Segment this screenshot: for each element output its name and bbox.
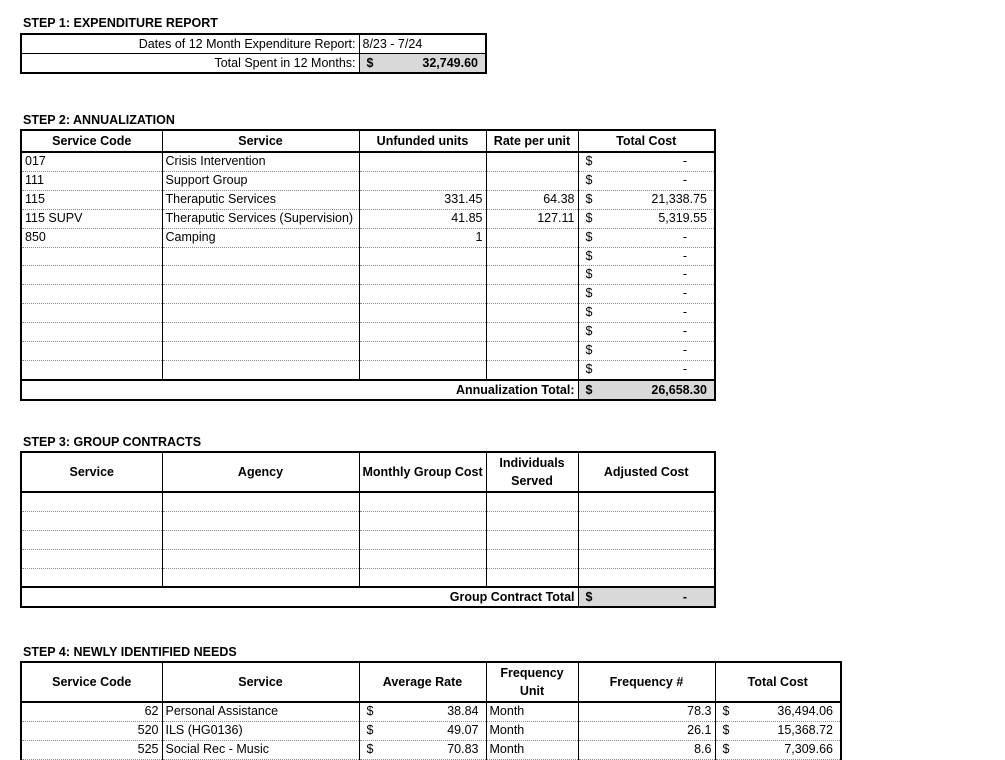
empty-cell (162, 530, 359, 549)
annualization-total-value: 26,658.30 (651, 382, 707, 397)
rate-cell (486, 323, 578, 342)
col-frequency-number: Frequency # (578, 662, 715, 702)
rate-cell (486, 228, 578, 247)
col-service: Service (21, 452, 162, 492)
total-spent-currency: $ (366, 56, 374, 70)
total-cost-value: - (682, 286, 687, 301)
empty-cell (578, 549, 715, 568)
total-cost-value: - (682, 172, 687, 187)
needs-header-row (21, 662, 841, 702)
currency: $ (585, 191, 593, 206)
unfunded-units-cell (359, 285, 486, 304)
total-cost-cell (578, 247, 715, 266)
currency: $ (585, 267, 593, 282)
total-cost-value: - (682, 305, 687, 320)
col-service-code: Service Code (21, 662, 162, 702)
group-contract-total-value: - (682, 590, 687, 605)
empty-cell (578, 492, 715, 511)
average-rate-value: 38.84 (447, 704, 479, 718)
col-frequency-unit: Frequency Unit (486, 662, 578, 702)
total-spent-cell (359, 54, 486, 74)
newly-identified-needs-table (20, 661, 842, 760)
empty-cell (486, 530, 578, 549)
table-row (21, 171, 715, 190)
service-cell: Social Rec - Music (162, 740, 359, 759)
col-rate-per-unit: Rate per unit (486, 130, 578, 152)
rate-cell: 127.11 (486, 209, 578, 228)
currency: $ (585, 324, 593, 339)
step3-heading: STEP 3: GROUP CONTRACTS (23, 435, 202, 449)
table-row (21, 228, 715, 247)
service-code-cell: 850 (21, 228, 162, 247)
service-code-cell: 525 (21, 740, 162, 759)
currency: $ (366, 722, 374, 737)
unfunded-units-cell (359, 360, 486, 379)
table-row (21, 530, 715, 549)
currency: $ (722, 722, 730, 737)
table-row (21, 266, 715, 285)
step1-heading: STEP 1: EXPENDITURE REPORT (23, 16, 218, 30)
total-cost-cell (578, 152, 715, 171)
currency: $ (585, 343, 593, 358)
currency: $ (585, 305, 593, 320)
average-rate-value: 49.07 (447, 722, 479, 737)
table-row (21, 492, 715, 511)
total-cost-cell (578, 228, 715, 247)
total-cost-value: 7,309.66 (784, 741, 833, 756)
col-agency: Agency (162, 452, 359, 492)
table-row (21, 568, 715, 587)
col-total-cost: Total Cost (715, 662, 841, 702)
currency: $ (585, 210, 593, 225)
service-code-cell (21, 323, 162, 342)
service-code-cell: 115 SUPV (21, 209, 162, 228)
annualization-table (20, 129, 716, 401)
service-code-cell (21, 285, 162, 304)
table-row (21, 702, 841, 721)
frequency-number-cell: 8.6 (578, 740, 715, 759)
total-cost-value: - (682, 361, 687, 376)
total-cost-value: 36,494.06 (777, 704, 833, 718)
service-code-cell (21, 247, 162, 266)
col-service: Service (162, 662, 359, 702)
col-average-rate: Average Rate (359, 662, 486, 702)
unfunded-units-cell (359, 266, 486, 285)
empty-cell (578, 530, 715, 549)
service-cell: ILS (HG0136) (162, 721, 359, 740)
empty-cell (359, 492, 486, 511)
empty-cell (162, 549, 359, 568)
table-row (21, 549, 715, 568)
currency: $ (585, 248, 593, 263)
currency: $ (585, 286, 593, 301)
service-cell: Theraputic Services (162, 190, 359, 209)
empty-cell (21, 530, 162, 549)
total-cost-value: - (682, 248, 687, 263)
empty-cell (359, 549, 486, 568)
group-contracts-table (20, 451, 716, 608)
empty-cell (578, 568, 715, 587)
unfunded-units-cell (359, 304, 486, 323)
total-spent-label: Total Spent in 12 Months: (21, 54, 359, 74)
frequency-unit-cell: Month (486, 702, 578, 721)
average-rate-cell (359, 702, 486, 721)
table-row (21, 304, 715, 323)
unfunded-units-cell: 1 (359, 228, 486, 247)
col-monthly-group-cost: Monthly Group Cost (359, 452, 486, 492)
table-row (21, 740, 841, 759)
empty-cell (359, 568, 486, 587)
currency: $ (585, 361, 593, 376)
col-total-cost: Total Cost (578, 130, 715, 152)
total-cost-value: 5,319.55 (658, 210, 707, 225)
rate-cell (486, 342, 578, 361)
total-cost-value: - (682, 154, 687, 168)
total-cost-cell (715, 721, 841, 740)
annualization-total-label: Annualization Total: (21, 380, 578, 400)
service-cell: Personal Assistance (162, 702, 359, 721)
total-cost-cell (715, 740, 841, 759)
table-row (21, 190, 715, 209)
service-code-cell: 115 (21, 190, 162, 209)
frequency-number-cell: 26.1 (578, 721, 715, 740)
empty-cell (359, 511, 486, 530)
service-code-cell (21, 360, 162, 379)
empty-cell (162, 492, 359, 511)
empty-cell (486, 511, 578, 530)
empty-cell (21, 549, 162, 568)
total-cost-cell (578, 285, 715, 304)
empty-cell (162, 511, 359, 530)
service-cell: Crisis Intervention (162, 152, 359, 171)
col-service: Service (162, 130, 359, 152)
rate-cell (486, 152, 578, 171)
total-cost-cell (578, 323, 715, 342)
service-code-cell: 62 (21, 702, 162, 721)
empty-cell (21, 492, 162, 511)
rate-cell (486, 360, 578, 379)
service-cell (162, 360, 359, 379)
currency: $ (585, 229, 593, 244)
service-cell: Theraputic Services (Supervision) (162, 209, 359, 228)
unfunded-units-cell (359, 247, 486, 266)
service-code-cell (21, 266, 162, 285)
empty-cell (578, 511, 715, 530)
average-rate-cell (359, 740, 486, 759)
service-cell: Camping (162, 228, 359, 247)
table-row (21, 323, 715, 342)
service-code-cell (21, 342, 162, 361)
total-cost-cell (578, 266, 715, 285)
total-cost-cell (578, 342, 715, 361)
group-contracts-header-row (21, 452, 715, 492)
unfunded-units-cell (359, 323, 486, 342)
rate-cell (486, 247, 578, 266)
currency: $ (366, 741, 374, 756)
average-rate-cell (359, 721, 486, 740)
col-adjusted-cost: Adjusted Cost (578, 452, 715, 492)
total-cost-value: - (682, 229, 687, 244)
dates-value: 8/23 - 7/24 (359, 34, 486, 54)
service-cell (162, 342, 359, 361)
frequency-unit-cell: Month (486, 740, 578, 759)
empty-cell (21, 568, 162, 587)
annualization-header-row (21, 130, 715, 152)
rate-cell: 64.38 (486, 190, 578, 209)
unfunded-units-cell: 331.45 (359, 190, 486, 209)
total-cost-value: 21,338.75 (651, 191, 707, 206)
table-row (21, 342, 715, 361)
currency: $ (585, 154, 593, 168)
service-code-cell: 017 (21, 152, 162, 171)
empty-cell (486, 492, 578, 511)
currency: $ (722, 741, 730, 756)
unfunded-units-cell (359, 342, 486, 361)
rate-cell (486, 285, 578, 304)
service-code-cell (21, 304, 162, 323)
service-cell (162, 247, 359, 266)
group-contract-total-cell (578, 587, 715, 607)
group-contract-total-label: Group Contract Total (21, 587, 578, 607)
service-cell (162, 323, 359, 342)
service-cell (162, 285, 359, 304)
total-cost-value: - (682, 343, 687, 358)
total-cost-cell (578, 360, 715, 379)
dates-label: Dates of 12 Month Expenditure Report: (21, 34, 359, 54)
frequency-unit-cell: Month (486, 721, 578, 740)
col-unfunded-units: Unfunded units (359, 130, 486, 152)
average-rate-value: 70.83 (447, 741, 479, 756)
unfunded-units-cell (359, 152, 486, 171)
table-row (21, 285, 715, 304)
table-row (21, 209, 715, 228)
service-cell (162, 304, 359, 323)
total-cost-value: - (682, 267, 687, 282)
rate-cell (486, 171, 578, 190)
step2-heading: STEP 2: ANNUALIZATION (23, 113, 175, 127)
annualization-total-row (21, 380, 715, 400)
annualization-total-currency: $ (585, 382, 593, 397)
empty-cell (486, 568, 578, 587)
col-service-code: Service Code (21, 130, 162, 152)
group-contract-total-row (21, 587, 715, 607)
service-cell: Support Group (162, 171, 359, 190)
table-row (21, 511, 715, 530)
empty-cell (162, 568, 359, 587)
unfunded-units-cell: 41.85 (359, 209, 486, 228)
col-individuals-served: Individuals Served (486, 452, 578, 492)
total-cost-cell (578, 171, 715, 190)
table-row (21, 152, 715, 171)
empty-cell (21, 511, 162, 530)
total-spent-value: 32,749.60 (422, 56, 478, 70)
empty-cell (359, 530, 486, 549)
service-cell (162, 266, 359, 285)
table-row (21, 360, 715, 379)
total-cost-value: 15,368.72 (777, 722, 833, 737)
total-cost-cell (578, 190, 715, 209)
currency: $ (366, 704, 374, 718)
currency: $ (585, 172, 593, 187)
table-row (21, 247, 715, 266)
empty-cell (486, 549, 578, 568)
step4-heading: STEP 4: NEWLY IDENTIFIED NEEDS (23, 645, 237, 659)
group-contract-total-currency: $ (585, 590, 593, 605)
total-cost-value: - (682, 324, 687, 339)
service-code-cell: 111 (21, 171, 162, 190)
total-cost-cell (578, 209, 715, 228)
expenditure-report-table (20, 33, 487, 74)
table-row (21, 721, 841, 740)
annualization-total-cell (578, 380, 715, 400)
unfunded-units-cell (359, 171, 486, 190)
frequency-number-cell: 78.3 (578, 702, 715, 721)
service-code-cell: 520 (21, 721, 162, 740)
currency: $ (722, 704, 730, 718)
rate-cell (486, 304, 578, 323)
rate-cell (486, 266, 578, 285)
total-cost-cell (715, 702, 841, 721)
total-cost-cell (578, 304, 715, 323)
